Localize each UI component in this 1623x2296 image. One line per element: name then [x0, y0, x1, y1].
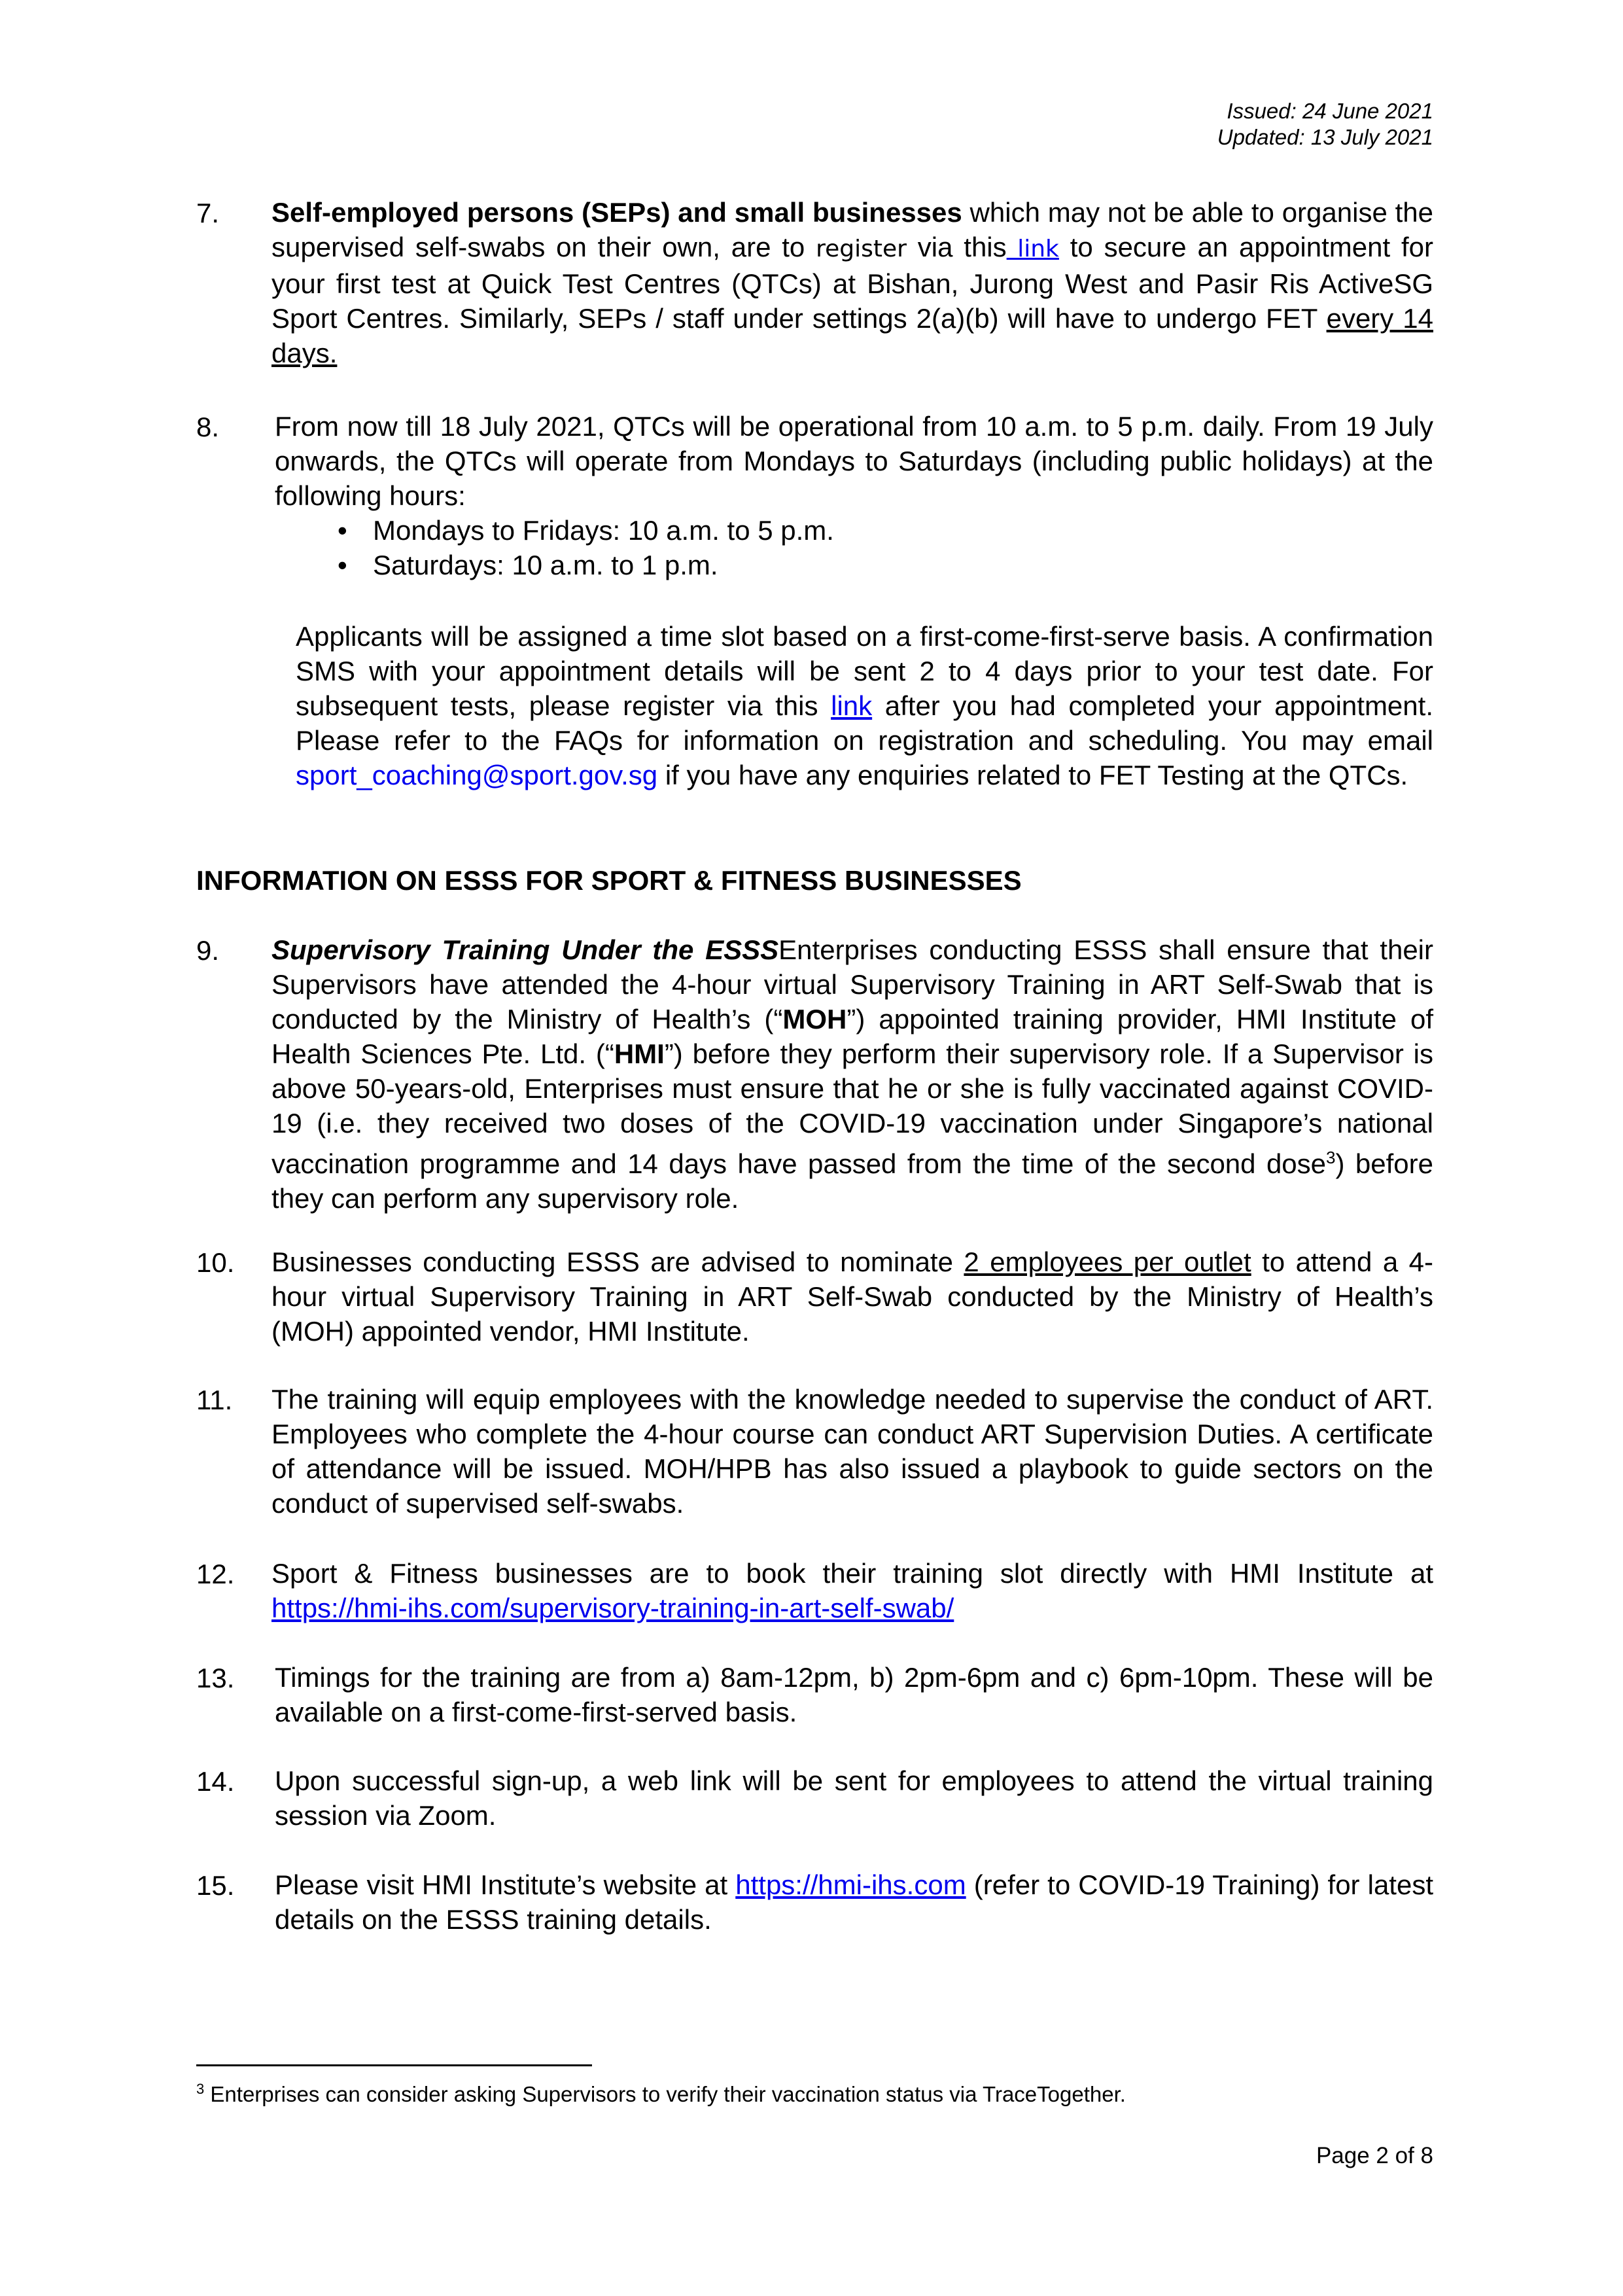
email-address[interactable]: sport_coaching@sport.gov.sg: [296, 760, 658, 790]
paragraph-13: Timings for the training are from a) 8am-12pm, b) 2pm-6pm and c) 6pm-10pm. These will be available on a first-come-first-served basis.: [275, 1662, 1433, 1727]
paragraph-12: Sport & Fitness businesses are to book their training slot directly with HMI Institute at https://hmi-ihs.com/supervisory-training-in-art-self-swab/: [271, 1558, 1433, 1623]
footnote: $^3$ Enterprises can consider asking Supervisors to verify their vaccination status via TraceTogether.: [196, 2081, 1126, 2106]
paragraph-number: 12.: [196, 1559, 235, 1589]
issued-date: Issued: 24 June 2021: [1227, 99, 1433, 123]
paragraph-number: 15.: [196, 1870, 235, 1901]
hmi-website-link[interactable]: https://hmi-ihs.com: [735, 1869, 966, 1900]
paragraph-number: 11.: [196, 1385, 233, 1415]
hours-list: [275, 513, 1433, 582]
list-item: • Mondays to Fridays: 10 a.m. to 5 p.m.: [275, 513, 1433, 548]
register-link[interactable]: link: [1006, 236, 1059, 262]
footnote-reference: 3: [1326, 1148, 1336, 1167]
list-item: • Saturdays: 10 a.m. to 1 p.m.: [275, 548, 1433, 582]
fet-frequency: every 14 days.: [271, 303, 1433, 368]
supervisory-training-heading: Supervisory Training Under the ESSS: [271, 934, 779, 965]
paragraph-number: 7.: [196, 198, 220, 228]
paragraph-8: From now till 18 July 2021, QTCs will be operational from 10 a.m. to 5 p.m. daily. From 19 July onwards, the QTCs will operate from Mondays to Saturdays (including public holidays) at the following hours:: [275, 411, 1433, 511]
paragraph-number: 9.: [196, 935, 220, 966]
footnote-divider: [196, 2064, 592, 2066]
paragraph-number: 10.: [196, 1247, 235, 1278]
paragraph-number: 14.: [196, 1766, 235, 1797]
footnote-mark: 3: [196, 2081, 205, 2097]
sep-heading: Self-employed persons (SEPs) and small businesses: [271, 197, 962, 228]
paragraph-10: Businesses conducting ESSS are advised to nominate 2 employees per outlet to attend a 4-hour virtual Supervisory Training in ART Self-Swab conducted by the Ministry of Health’s (MOH) appointed vendor, HMI Institute.: [271, 1246, 1433, 1347]
page-number: Page 2 of 8: [1316, 2143, 1433, 2168]
hmi-training-link[interactable]: https://hmi-ihs.com/supervisory-training-in-art-self-swab/: [271, 1593, 954, 1623]
document-header: [1217, 98, 1433, 150]
bullet-icon: •: [338, 515, 347, 546]
paragraph-7: Self-employed persons (SEPs) and small businesses which may not be able to organise the supervised self-swabs on their own, are to register via this link to secure an appointment for your first test at Quick Test Centres (QTCs) at Bishan, Jurong West and Pasir Ris ActiveSG Sport Centres. Similarly, SEPs / staff under settings 2(a)(b) will have to undergo FET every 14 days.: [271, 197, 1434, 368]
subsequent-tests-link[interactable]: link: [831, 690, 873, 721]
bullet-icon: •: [338, 550, 347, 580]
paragraph-9: Supervisory Training Under the ESSSEnterprises conducting ESSS shall ensure that their Supervisors have attended the 4-hour virtual Supervisory Training in ART Self-Swab that is conducted by the Ministry of Health’s (“MOH”) appointed training provider, HMI Institute of Health Sciences Pte. Ltd. (“HMI”) before they perform their supervisory role. If a Supervisor is above 50-years-old, Enterprises must ensure that he or she is fully vaccinated against COVID-19 (i.e. they received two doses of the COVID-19 vaccination under Singapore’s national vaccination programme and 14 days have passed from the time of the second dose$^3$) before they can perform any supervisory role.: [271, 934, 1433, 1214]
paragraph-8-details: Applicants will be assigned a time slot based on a first-come-first-serve basis. A confirmation SMS with your appointment details will be sent 2 to 4 days prior to your test date. For subsequent tests, please register via this link after you had completed your appointment. Please refer to the FAQs for information on registration and scheduling. You may email sport_coaching@sport.gov.sg if you have any enquiries related to FET Testing at the QTCs.: [296, 621, 1433, 790]
paragraph-15: Please visit HMI Institute’s website at https://hmi-ihs.com (refer to COVID-19 Training) for latest details on the ESSS training details.: [275, 1869, 1433, 1935]
paragraph-number: 8.: [196, 412, 220, 442]
paragraph-number: 13.: [196, 1663, 235, 1693]
updated-date: Updated: 13 July 2021: [1217, 124, 1433, 149]
section-title: INFORMATION ON ESSS FOR SPORT & FITNESS BUSINESSES: [196, 865, 1022, 896]
paragraph-14: Upon successful sign-up, a web link will be sent for employees to attend the virtual training session via Zoom.: [275, 1765, 1433, 1831]
paragraph-11: The training will equip employees with the knowledge needed to supervise the conduct of ART. Employees who complete the 4-hour course can conduct ART Supervision Duties. A certificate of attendance will be issued. MOH/HPB has also issued a playbook to guide sectors on the conduct of supervised self-swabs.: [271, 1384, 1433, 1519]
